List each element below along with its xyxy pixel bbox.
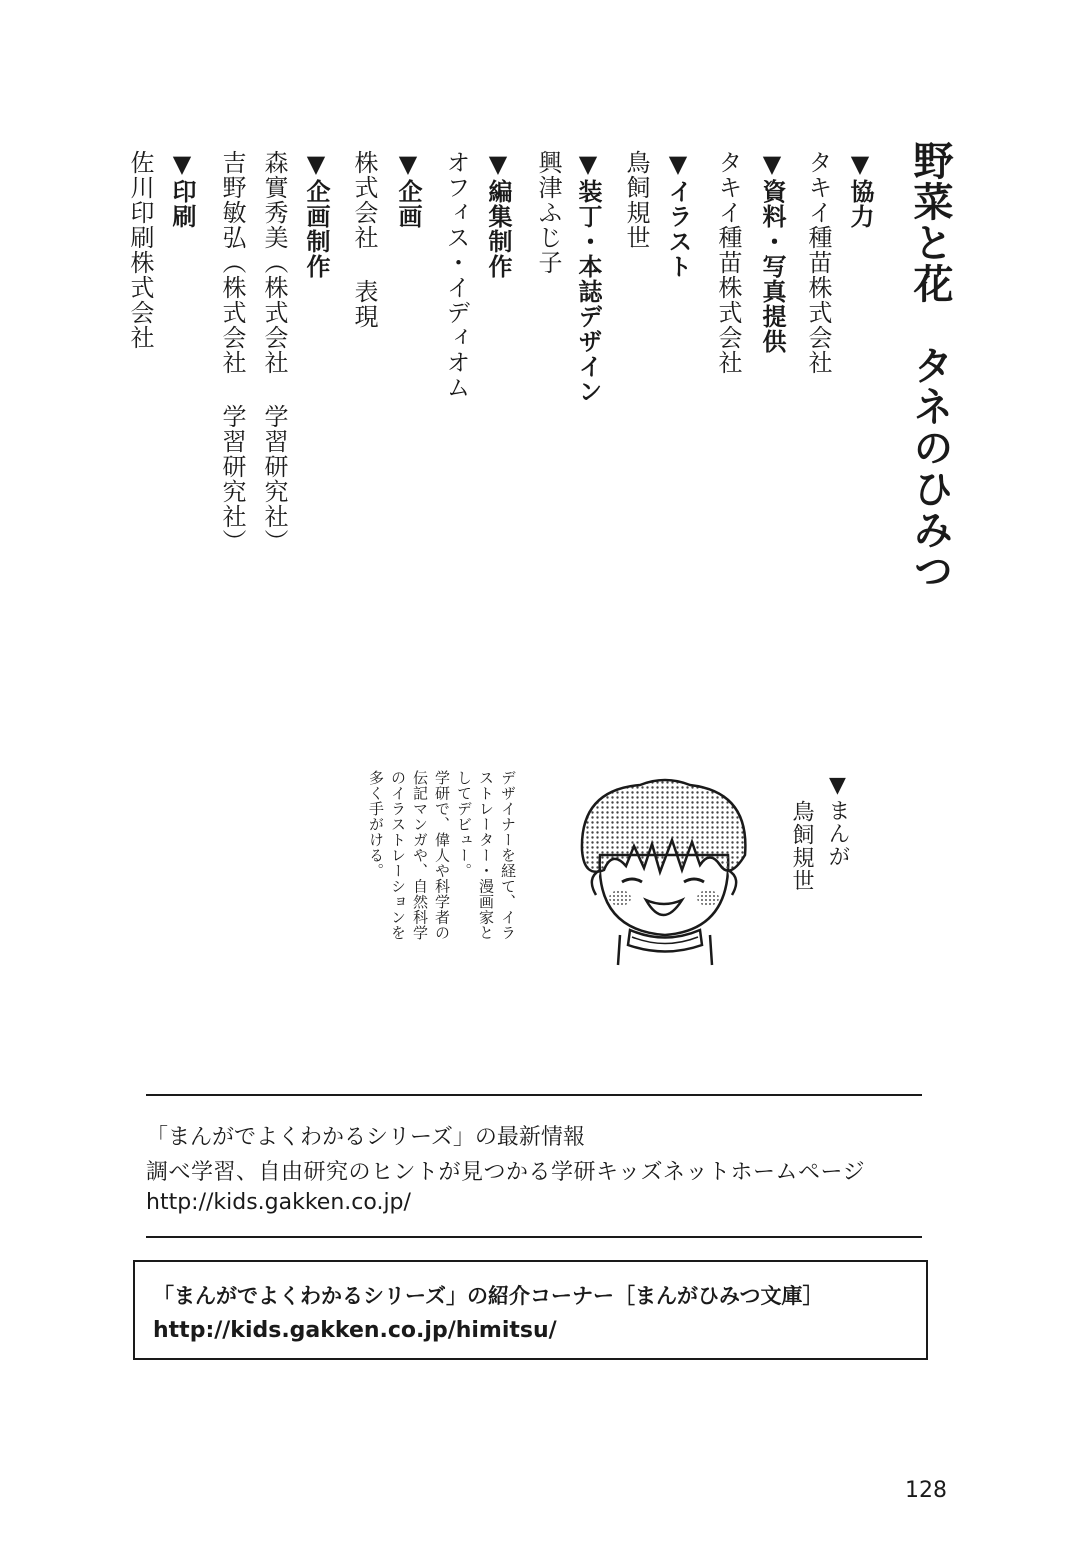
series-info-heading: 「まんがでよくわかるシリーズ」の最新情報 <box>146 1125 585 1150</box>
credit-planning: 株式会社 表現 <box>350 150 378 329</box>
himitsu-corner-box <box>133 1260 928 1360</box>
artist-bio-line: ストレーター・漫画家と <box>477 770 495 941</box>
credit-production-2: 吉野敏弘（株式会社 学習研究社） <box>218 150 246 554</box>
series-info-description: 調べ学習、自由研究のヒントが見つかる学研キッズネットホームページ <box>146 1160 866 1185</box>
credit-heading-illustration: ▼イラスト <box>664 150 692 279</box>
credit-heading-production: ▼企画制作 <box>302 150 330 279</box>
series-info-url-link[interactable]: http://kids.gakken.co.jp/ <box>146 1190 411 1215</box>
credit-printing: 佐川印刷株式会社 <box>126 150 154 350</box>
artist-bio-line: してデビュー。 <box>455 770 473 879</box>
credit-editing: オフィス・イディオム <box>442 150 470 400</box>
artist-bio-line: デザイナーを経て、イラ <box>499 770 517 941</box>
bottom-rule <box>146 1236 922 1238</box>
credit-heading-design: ▼装丁・本誌デザイン <box>574 150 602 404</box>
artist-portrait-illustration <box>560 770 760 970</box>
manga-heading: ▼まんが <box>825 773 850 868</box>
credit-materials: タキイ種苗株式会社 <box>714 150 742 375</box>
artist-bio-line: 多く手がける。 <box>367 770 385 879</box>
credit-heading-cooperation: ▼協力 <box>846 150 874 229</box>
credit-heading-printing: ▼印刷 <box>168 150 196 229</box>
credit-heading-planning: ▼企画 <box>394 150 422 229</box>
credit-production-1: 森實秀美（株式会社 学習研究社） <box>260 150 288 554</box>
artist-bio-line: 学研で、偉人や科学者の <box>433 770 451 941</box>
manga-artist-name: 鳥飼規世 <box>789 800 814 892</box>
credit-cooperation: タキイ種苗株式会社 <box>804 150 832 375</box>
book-title: 野菜と花 タネのひみつ <box>907 140 953 591</box>
artist-bio-line: のイラストレーションを <box>389 770 407 941</box>
credit-design: 興津ふじ子 <box>534 150 562 275</box>
credit-heading-editing: ▼編集制作 <box>484 150 512 279</box>
credit-illustration: 鳥飼規世 <box>622 150 650 250</box>
himitsu-corner-url-link[interactable]: http://kids.gakken.co.jp/himitsu/ <box>153 1318 557 1343</box>
page-number: 128 <box>905 1478 947 1503</box>
himitsu-corner-heading: 「まんがでよくわかるシリーズ」の紹介コーナー［まんがひみつ文庫］ <box>153 1284 824 1308</box>
artist-bio-line: 伝記マンガや、自然科学 <box>411 770 429 941</box>
credit-heading-materials: ▼資料・写真提供 <box>758 150 786 354</box>
top-rule <box>146 1094 922 1096</box>
